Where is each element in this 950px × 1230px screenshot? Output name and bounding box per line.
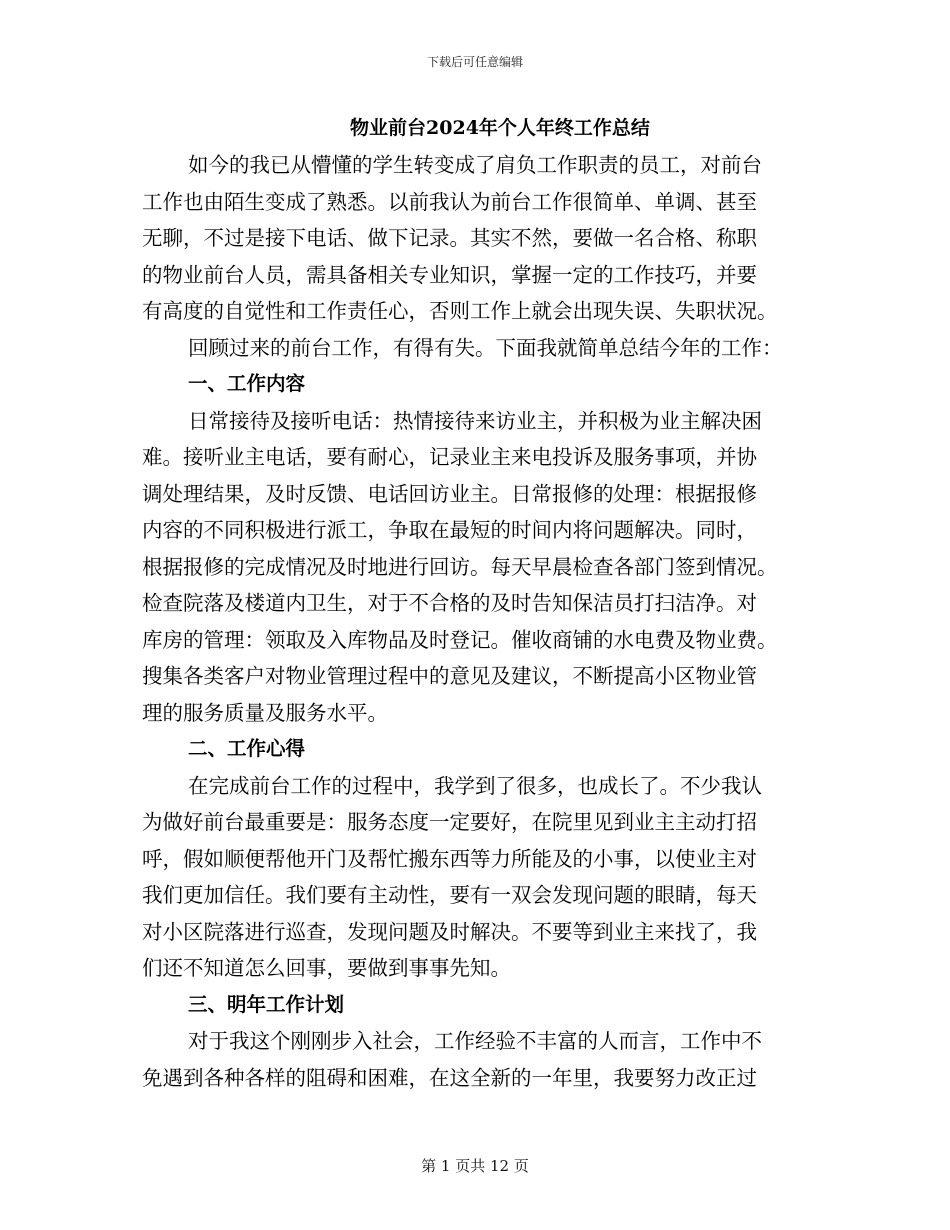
body-text-line: 根据报修的完成情况及时地进行回访。每天早晨检查各部门签到情况。 — [142, 554, 778, 579]
section-heading: 一、工作内容 — [188, 372, 306, 395]
body-text-line: 工作也由陌生变成了熟悉。以前我认为前台工作很简单、单调、甚至 — [142, 189, 757, 214]
section-heading: 三、明年工作计划 — [188, 992, 345, 1016]
body-text-line: 对小区院落进行巡查，发现问题及时解决。不要等到业主来找了，我 — [142, 919, 757, 944]
body-text-line: 难。接听业主电话，要有耐心，记录业主来电投诉及服务事项，并协 — [142, 445, 757, 469]
body-text-line: 为做好前台最重要是：服务态度一定要好，在院里见到业主主动打招 — [142, 810, 757, 834]
body-text-line: 免遇到各种各样的阻碍和困难，在这全新的一年里，我要努力改正过 — [142, 1065, 757, 1090]
page-number-footer: 第 1 页共 12 页 — [421, 1157, 529, 1175]
body-text-line: 对于我这个刚刚步入社会，工作经验不丰富的人而言，工作中不 — [188, 1029, 762, 1053]
page-header-note: 下载后可任意编辑 — [426, 55, 523, 69]
body-text-line: 内容的不同积极进行派工，争取在最短的时间内将问题解决。同时， — [142, 518, 757, 542]
body-text-line: 在完成前台工作的过程中，我学到了很多，也成长了。不少我认 — [188, 773, 762, 798]
body-text-line: 调处理结果，及时反馈、电话回访业主。日常报修的处理：根据报修 — [142, 481, 757, 506]
document-title: 物业前台2024年个人年终工作总结 — [350, 117, 650, 139]
body-text-line: 呼，假如顺便帮他开门及帮忙搬东西等力所能及的小事，以使业主对 — [142, 846, 757, 871]
body-text-line: 无聊，不过是接下电话、做下记录。其实不然，要做一名合格、称职 — [142, 226, 757, 250]
body-text-line: 回顾过来的前台工作，有得有失。下面我就简单总结今年的工作： — [188, 335, 783, 360]
body-text-line: 如今的我已从懵懂的学生转变成了肩负工作职责的员工，对前台 — [188, 153, 762, 177]
body-text-line: 库房的管理：领取及入库物品及时登记。催收商铺的水电费及物业费。 — [142, 627, 778, 652]
body-text-line: 日常接待及接听电话：热情接待来访业主，并积极为业主解决困 — [188, 408, 762, 433]
section-heading: 二、工作心得 — [188, 737, 306, 760]
body-text-line: 的物业前台人员，需具备相关专业知识，掌握一定的工作技巧，并要 — [142, 262, 757, 287]
body-text-line: 有高度的自觉性和工作责任心，否则工作上就会出现失误、失职状况。 — [142, 299, 778, 323]
body-text-line: 我们更加信任。我们要有主动性，要有一双会发现问题的眼睛，每天 — [142, 883, 757, 907]
body-text-line: 检查院落及楼道内卫生，对于不合格的及时告知保洁员打扫洁净。对 — [142, 591, 757, 615]
document-body — [142, 147, 808, 1096]
body-text-line: 搜集各类客户对物业管理过程中的意见及建议，不断提高小区物业管 — [142, 664, 757, 688]
body-text-line: 理的服务质量及服务水平。 — [142, 700, 388, 725]
body-text-line: 们还不知道怎么回事，要做到事事先知。 — [142, 956, 511, 980]
